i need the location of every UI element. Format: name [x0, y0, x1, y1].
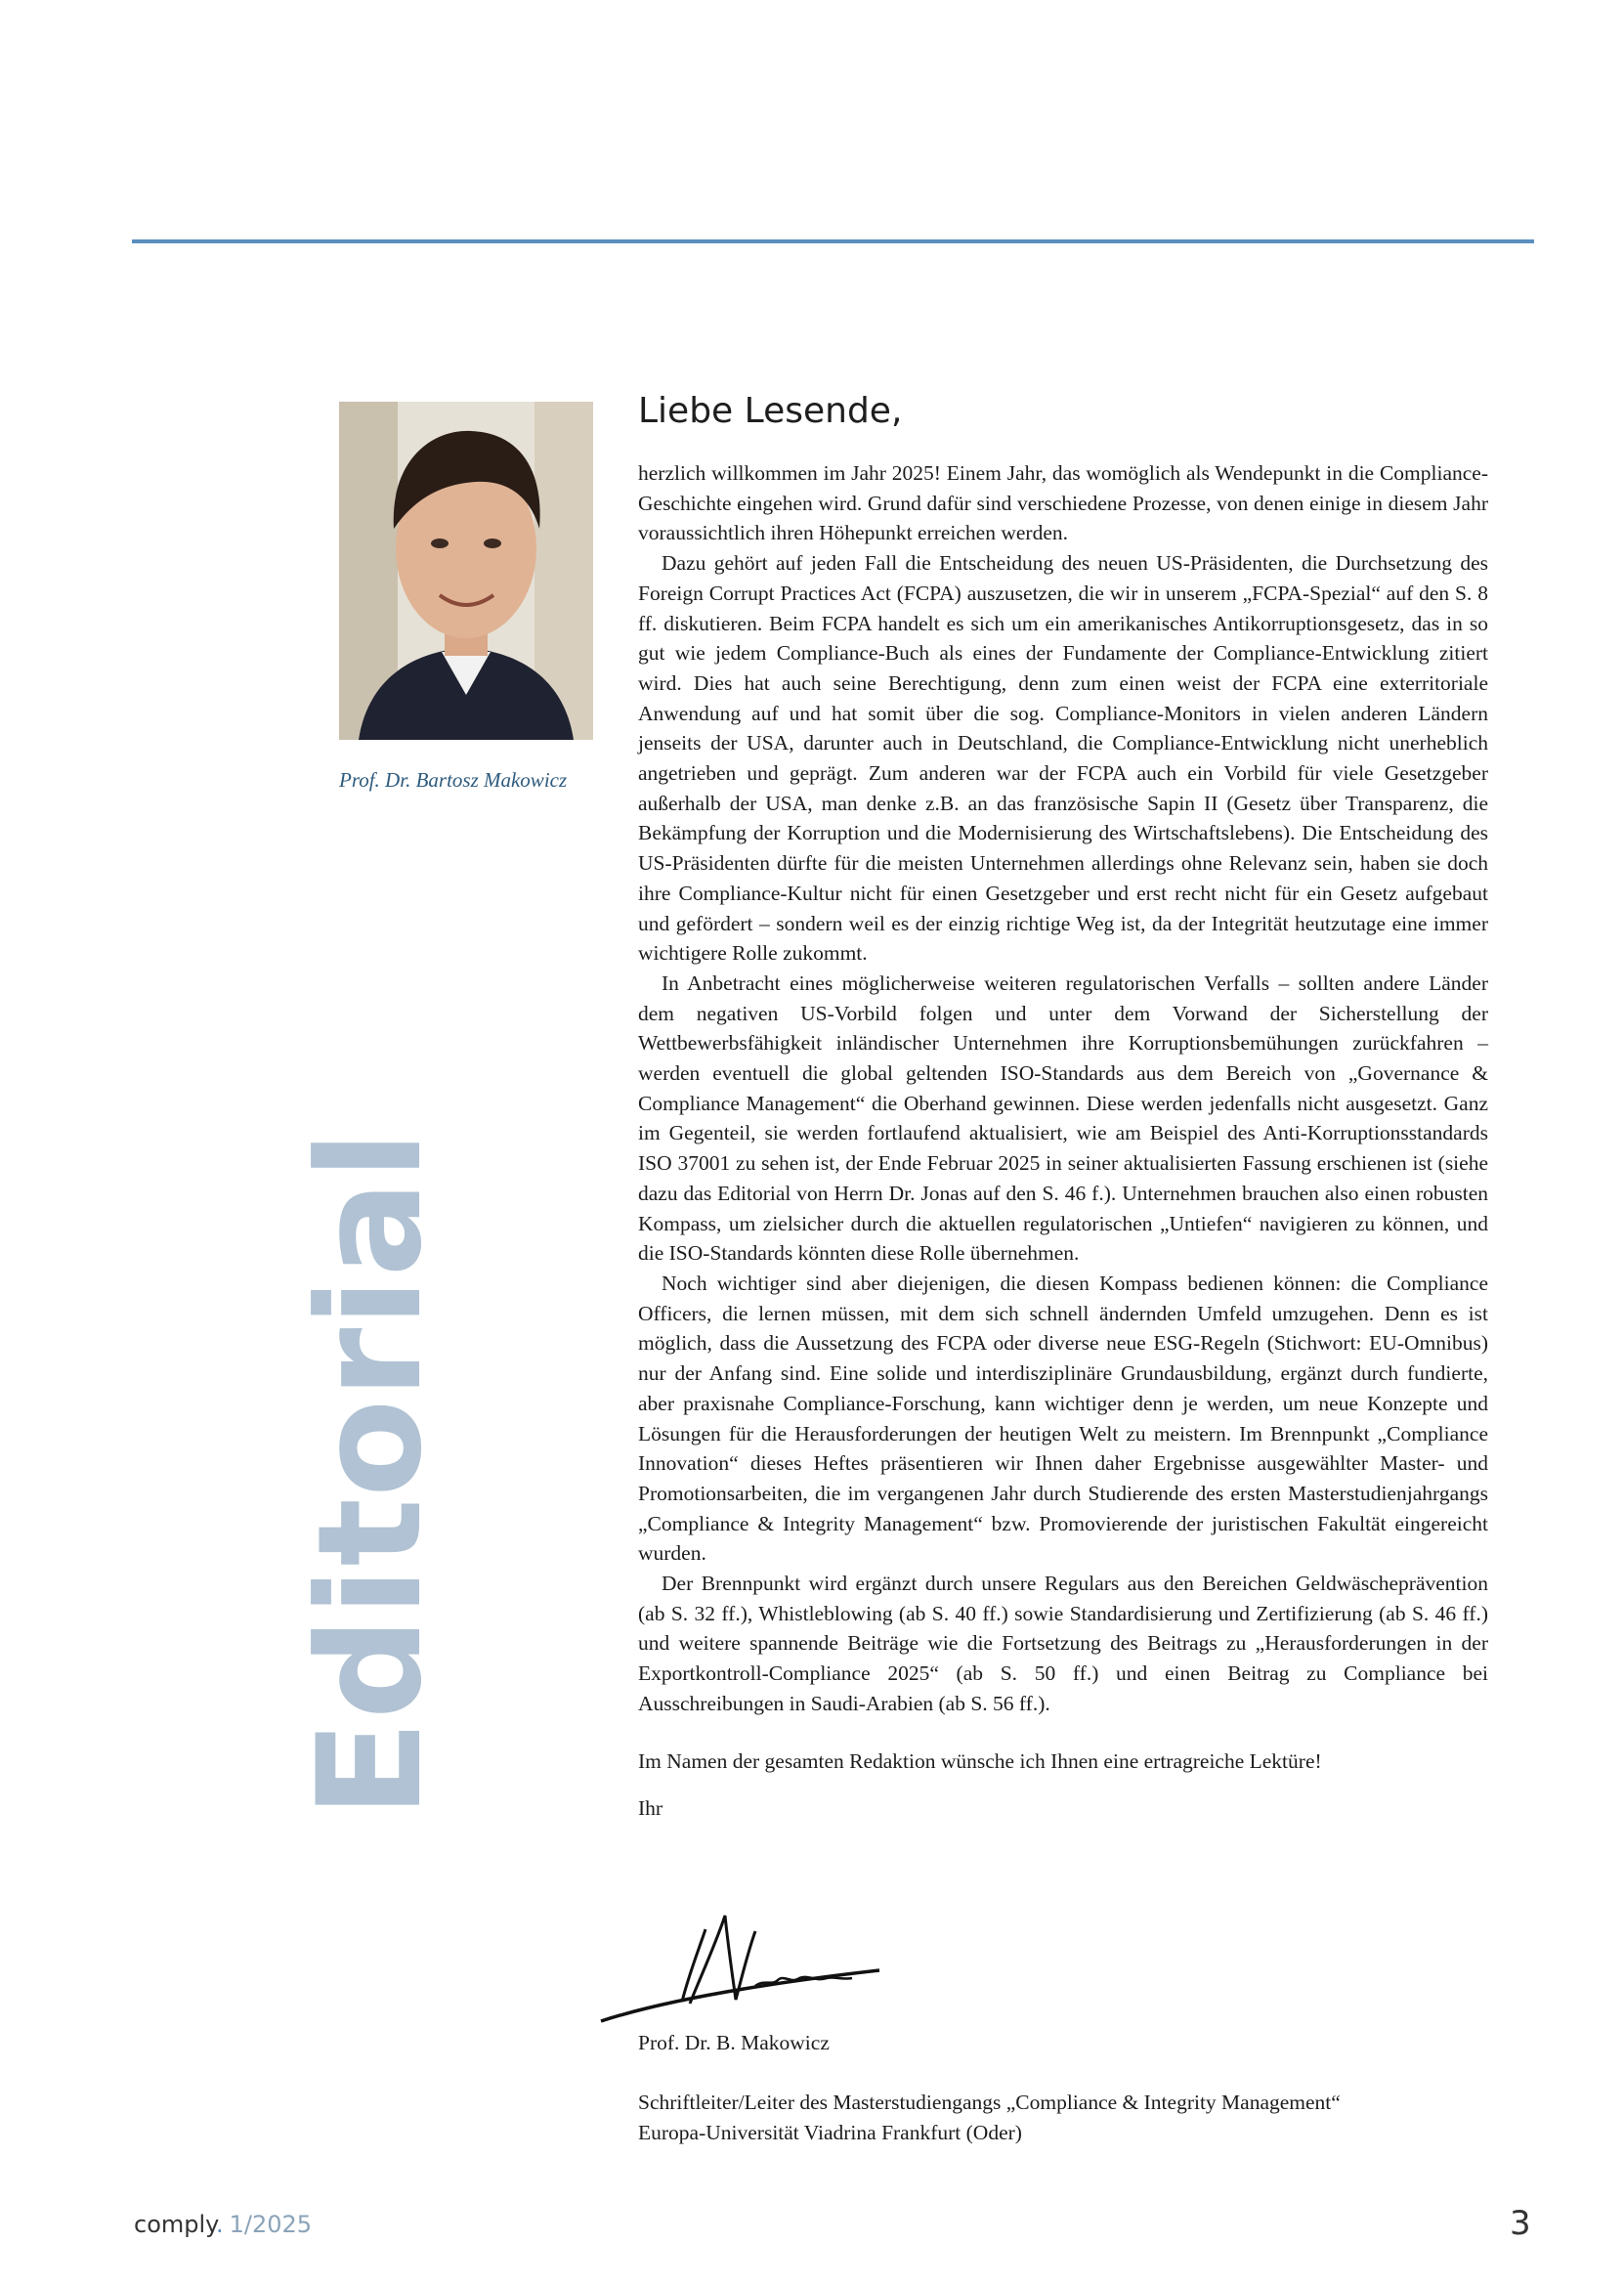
signer-name: Prof. Dr. B. Makowicz [638, 2031, 830, 2054]
letter-body [638, 391, 1488, 1824]
brand-dot: . [215, 2211, 224, 2238]
author-portrait [339, 402, 593, 740]
section-title: Editorial [287, 1130, 453, 1818]
portrait-caption: Prof. Dr. Bartosz Makowicz [339, 768, 568, 792]
paragraph-2: Dazu gehört auf jeden Fall die Entscheidung des neuen US-Präsidenten, die Durchsetzung des Foreign Corrupt Practices Act (FCPA) auszusetzen, die wir in unserem „FCPA-Spezial“ auf den S. 8 ff. diskutieren. Beim FCPA handelt es sich um ein amerikanisches Antikorruptionsgesetz, das in so gut wie jedem Compliance-Buch als eines der Fundamente der Compliance-Entwicklung zitiert wird. Dies hat auch seine Berechtigung, denn zum einen weist der FCPA eine exterritoriale Anwendung auf und hat somit über die sog. Compliance-Monitors in vielen anderen Ländern jenseits der USA, darunter auch in Deutschland, die Compliance-Entwicklung nicht unerheblich angetrieben und geprägt. Zum anderen war der FCPA auch ein Vorbild für viele Gesetzgeber außerhalb der USA, man denke z.B. an das französische Sapin II (Gesetz über Transparenz, die Bekämpfung der Korruption und die Modernisierung des Wirtschaftslebens). Die Entscheidung des US-Präsidenten dürfte für die meisten Unternehmen allerdings ohne Relevanz sein, haben sie doch ihre Compliance-Kultur nicht für einen Gesetzgeber und erst recht nicht für ein Gesetz aufgebaut und gefördert – sondern weil es der einzig richtige Weg ist, da der Integrität heutzutage eine immer wichtigere Rolle zukommt. [638, 551, 1488, 966]
footer-brand [134, 2211, 312, 2238]
top-rule [132, 239, 1534, 243]
closing-ihr: Ihr [638, 1796, 663, 1821]
issue-number: 1/2025 [229, 2211, 313, 2238]
paragraph-5: Der Brennpunkt wird ergänzt durch unsere Regulars aus den Bereichen Geldwäscheprävention (ab S. 32 ff.), Whistleblowing (ab S. 40 ff.) sowie Standardisierung und Zertifizierung (ab S. 46 ff.) und weitere spannende Beiträge wie die Fortsetzung des Beitrags zu „Herausforderungen in der Exportkontroll-Compliance 2025“ (ab S. 50 ff.) und einen Beitrag zu Compliance bei Ausschreibungen in Saudi-Arabien (ab S. 56 ff.). [638, 1572, 1488, 1715]
signer-role [638, 2088, 1517, 2147]
signer-role-line-1: Schriftleiter/Leiter des Masterstudiengangs „Compliance & Integrity Management“ [638, 2091, 1341, 2114]
paragraph-3: In Anbetracht eines möglicherweise weiteren regulatorischen Verfalls – sollten andere Länder dem negativen US-Vorbild folgen und unter dem Vorwand der Sicherstellung der Wettbewerbsfähigkeit inländischer Unternehmen ihre Korruptionsbemühungen zurückfahren – werden eventuell die global geltenden ISO-Standards aus dem Bereich von „Governance & Compliance Management“ die Oberhand gewinnen. Diese werden jedenfalls nicht ausgesetzt. Ganz im Gegenteil, sie werden fortlaufend aktualisiert, wie am Beispiel des Anti-Korruptionsstandards ISO 37001 zu sehen ist, der Ende Februar 2025 in seiner aktualisierten Fassung erschienen ist (siehe dazu das Editorial von Herrn Dr. Jonas auf den S. 46 f.). Unternehmen brauchen also einen robusten Kompass, um zielsicher durch die aktuellen regulatorischen „Untiefen“ navigieren zu können, und die ISO-Standards könnten diese Rolle übernehmen. [638, 970, 1488, 1266]
page-number: 3 [1510, 2204, 1531, 2243]
closing-line: Im Namen der gesamten Redaktion wünsche ich Ihnen eine ertragreiche Lektüre! [638, 1748, 1322, 1773]
signature [596, 1896, 889, 2043]
paragraph-1: herzlich willkommen im Jahr 2025! Einem Jahr, das womöglich als Wendepunkt in die Compliance-Geschichte eingehen wird. Grund dafür sind verschiedene Prozesse, von denen einige in diesem Jahr voraussichtlich ihren Höhepunkt erreichen werden. [638, 461, 1488, 545]
greeting: Liebe Lesende, [638, 391, 903, 431]
signer-role-line-2: Europa-Universität Viadrina Frankfurt (Oder) [638, 2120, 1022, 2144]
brand-name: comply [134, 2211, 216, 2238]
paragraph-4: Noch wichtiger sind aber diejenigen, die diesen Kompass bedienen können: die Compliance Officers, die lernen müssen, mit dem sich schnell ändernden Umfeld umzugehen. Denn es ist möglich, dass die Aussetzung des FCPA oder diverse neue ESG-Regeln (Stichwort: EU-Omnibus) nur der Anfang sind. Eine solide und interdisziplinäre Grundausbildung, ergänzt durch fundierte, aber praxisnahe Compliance-Forschung, kann wichtiger denn je werden, um neue Konzepte und Lösungen für die Herausforderungen der heutigen Welt zu meistern. Im Brennpunkt „Compliance Innovation“ dieses Heftes präsentieren wir Ihnen daher Ergebnisse ausgewählter Master- und Promotionsarbeiten, die im vergangenen Jahr durch Studierende des ersten Masterstudienjahrgangs „Compliance & Integrity Management“ bzw. Promovierende der juristischen Fakultät eingereicht wurden. [638, 1271, 1488, 1566]
